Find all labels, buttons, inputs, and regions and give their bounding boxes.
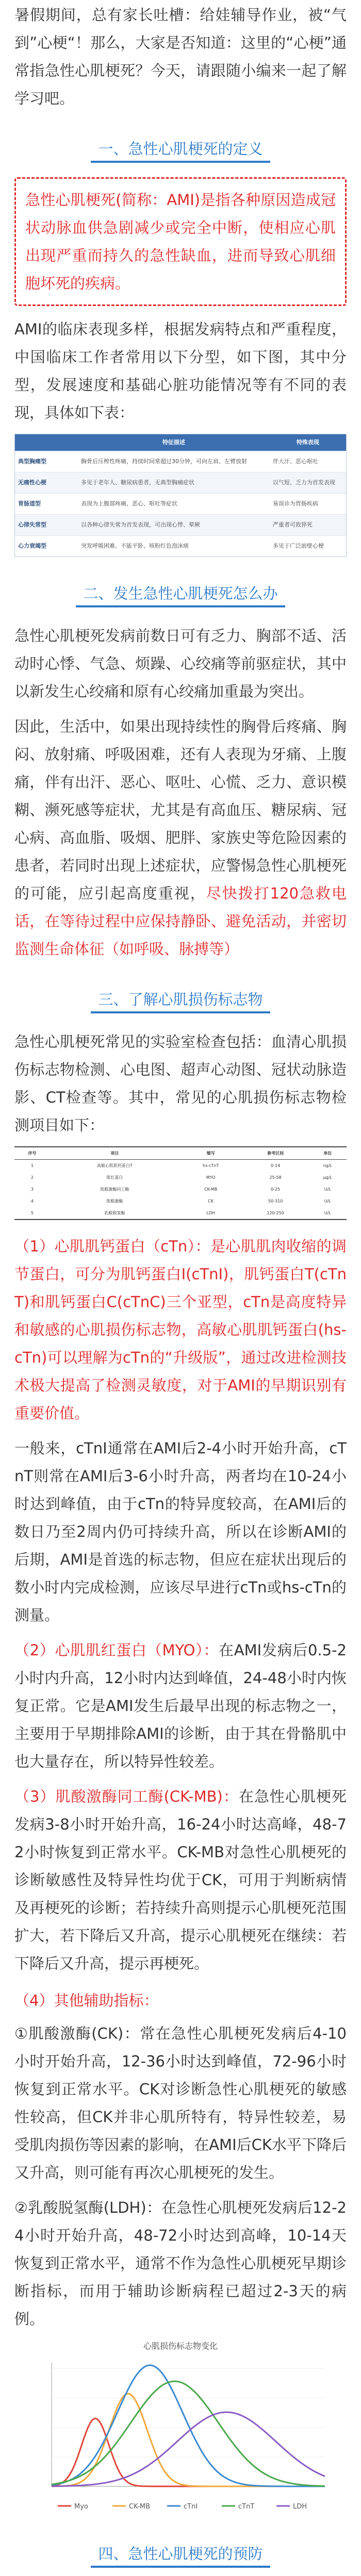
table-cell: 典型胸痛型 [15, 451, 78, 472]
table-cell: U/L [309, 1207, 347, 1219]
table-cell: MYO [206, 1175, 216, 1180]
table-cell: U/L [324, 1199, 331, 1204]
table-cell: 4 [30, 1199, 34, 1204]
table-row [14, 1160, 347, 1172]
table-cell: U/L [324, 1187, 331, 1192]
marker-curve-chart [26, 2352, 335, 2517]
table-cell: 120-250 [242, 1207, 309, 1219]
table-cell: LDH [179, 1207, 242, 1219]
table-cell: 50-310 [268, 1199, 283, 1204]
table-cell: 肌红蛋白 [106, 1175, 123, 1180]
section-2-heading: 二、发生急性心肌梗死怎么办 [14, 580, 347, 607]
table-row [15, 472, 346, 494]
table-header-cell: 序号 [14, 1147, 50, 1160]
table-row [14, 1195, 347, 1207]
section-2-paragraph-2: 因此，生活中，如果出现持续性的胸骨后疼痛、胸闷、放射痛、呼吸困难，还有人表现为牙痛、上腹痛，伴有出汗、恶心、呕吐、心慌、乏力、意识模糊、濒死感等症状，尤其是有高血压、糖尿病、冠心病、高血脂、吸烟、肥胖、家族史等危险因素的患者，若同时出现上述症状，应警惕急性心肌梗死的可能，应引起高度重视，尽快拨打120急救电话，在等待过程中应保持静卧、避免活动，并密切监测生命体征（如呼吸、脉搏等） [14, 718, 347, 958]
other-markers-heading: （4）其他辅助指标： [14, 1992, 159, 2009]
table-cell: 乳酸脱氢酶 [50, 1207, 179, 1219]
section-3-paragraph: 急性心肌梗死常见的实验室检查包括：血清心肌损伤标志物检测、心电图、超声心动图、冠状动脉造影、CT检查等。其中，常见的心肌损伤标志物检测项目如下： [14, 1033, 347, 1134]
section-2-paragraph-1: 急性心肌梗死发病前数日可有乏力、胸部不适、活动时心悸、气急、烦躁、心绞痛等前驱症状，其中以新发生心绞痛和原有心绞痛加重最为突出。 [14, 627, 347, 700]
table-cell: 肌酸激酶同工酶 [100, 1187, 129, 1192]
legend-label: LDH [293, 2503, 307, 2511]
table-row [15, 515, 346, 536]
table-row [15, 494, 346, 515]
table-row [15, 536, 346, 557]
table-cell: 肌酸激酶 [106, 1199, 123, 1204]
table-row [14, 1183, 347, 1195]
table-header-cell: 特殊表现 [270, 434, 346, 451]
table-row [15, 451, 346, 472]
table-cell: 心律失常型 [15, 515, 78, 536]
table-row [14, 1207, 347, 1219]
intro-paragraph: 暑假期间，总有家长吐槽：给娃辅导作业，被“气到”心梗“！那么，大家是否知道：这里的“心梗”通常指急性心肌梗死？今天，请跟随小编来一起了解学习吧。 [14, 6, 347, 107]
table-cell: 突发呼吸困难、不能平卧、咳粉红色泡沫痰 [78, 536, 270, 557]
section-3-heading: 三、了解心肌损伤标志物 [14, 986, 347, 1013]
ctn-paragraph: （1）心肌肌钙蛋白（cTn）：是心肌肌肉收缩的调节蛋白，可分为肌钙蛋白I(cTnI)，肌钙蛋白T(cTnT)和肌钙蛋白C(cTnC)三个亚型，cTn是高度特异和敏感的心肌损伤标志物，高敏心肌肌钙蛋白(hs-cTn)可以理解为cTn的“升级版”，通过改进检测技术极大提高了检测灵敏度，对于AMI的早期识别有重要价值。 [14, 1238, 347, 1422]
table-cell: 心力衰竭型 [15, 536, 78, 557]
table-header-cell: 特征描述 [78, 434, 270, 451]
table-cell: CK-MB [204, 1187, 218, 1192]
table-cell: 25-58 [269, 1175, 282, 1180]
table-cell: CK [208, 1199, 214, 1204]
table-cell: 多见于广泛前壁心梗 [270, 536, 346, 557]
table-cell: 高敏心肌肌钙蛋白T [96, 1163, 133, 1168]
table-cell: 胸骨后压榨性疼痛，持续时间常超过30分钟，可向左肩、左臂放射 [78, 451, 270, 472]
table-header-cell: 项目 [50, 1147, 179, 1160]
series-line-CK-MB [52, 2394, 325, 2486]
table-cell: 无痛性心梗 [15, 472, 78, 494]
ctn-timing-paragraph: 一般来，cTnI通常在AMI后2-4小时开始升高，cTnT则常在AMI后3-6小时升高，两者均在10-24小时达到峰值，由于cTn的特异度较高，在AMI后的数日乃至2周内仍可持续升高，所以在诊断AMI的后期，AMI是首选的标志物，但应在症状出现后的数小时内完成检测，应该尽早进行cTn或hs-cTn的测量。 [14, 1439, 347, 1624]
emergency-advice: 尽快拨打120急救电话，在等待过程中应保持静卧、避免活动，并密切监测生命体征（如呼吸、脉搏等） [14, 885, 347, 958]
table-cell: 伴大汗、恶心呕吐 [270, 451, 346, 472]
table-header-cell: 参考区间 [242, 1147, 309, 1160]
ck-paragraph: ①肌酸激酶(CK)：常在急性心肌梗死发病后4-10小时开始升高，12-36小时达到峰值，72-96小时恢复到正常水平。CK对诊断急性心肌梗死的敏感性较高，但CK并非心肌所特有，特异性较差，易受肌肉损伤等因素的影响，在AMI后CK水平下降后又升高，则可能有再次心肌梗死的发生。 [14, 2025, 347, 2181]
definition-box: 急性心肌梗死(简称：AMI)是指各种原因造成冠状动脉血供急剧减少或完全中断，使相应心肌出现严重而持久的急性缺血，进而导致心肌细胞坏死的疾病。 [14, 177, 347, 306]
table-cell: 易误诊为胃肠疾病 [270, 494, 346, 515]
section-1-heading: 一、急性心肌梗死的定义 [14, 135, 347, 163]
table-cell: ng/L [323, 1163, 332, 1168]
classification-table [14, 434, 347, 557]
table-cell: 以气短、乏力为首发表现 [270, 472, 346, 494]
table-cell: 表现为上腹部疼痛、恶心、呕吐等症状 [78, 494, 270, 515]
legend-label: CK-MB [129, 2503, 151, 2511]
ckmb-paragraph: （3）肌酸激酶同工酶(CK-MB)：在急性心肌梗死发病3-8小时开始升高，16-24小时达高峰，48-72小时恢复到正常水平。CK-MB对急性心肌梗死的诊断敏感性及特异性均优于CK，可用于判断病情及再梗死的诊断；若持续升高则提示心肌梗死范围扩大，若下降后又升高，提示心肌梗死在继续：若下降后又升高，提示再梗死。 [14, 1788, 347, 1972]
legend-label: cTnT [238, 2503, 255, 2511]
table-cell: hs-cTnT [203, 1163, 219, 1168]
table-cell: 3 [30, 1187, 34, 1192]
myo-paragraph: （2）心肌肌红蛋白（MYO）：在AMI发病后0.5-2小时内升高，12小时内达到峰值，24-48小时内恢复正常。它是AMI发生后最早出现的标志物之一，主要用于早期排除AMI的诊断，由于其在骨骼肌中也大量存在，所以特异性较差。 [14, 1641, 347, 1770]
marker-reference-table [14, 1146, 347, 1220]
table-header-cell: 缩写 [179, 1147, 242, 1160]
table-cell: 1 [30, 1163, 34, 1168]
table-cell: μg/L [323, 1175, 332, 1180]
table-cell: 多见于老年人、糖尿病患者，无典型胸痛症状 [78, 472, 270, 494]
table-header-cell [15, 434, 78, 451]
table-cell: 严重者可致猝死 [270, 515, 346, 536]
table-header-cell: 单位 [309, 1147, 347, 1160]
series-line-Myo [52, 2418, 325, 2486]
table-cell: 胃肠道型 [15, 494, 78, 515]
table-cell: 以各种心律失常为首发表现，可出现心悸、晕厥 [78, 515, 270, 536]
chart-title: 心肌损伤标志物变化 [143, 2341, 218, 2351]
table-cell: 2 [30, 1175, 34, 1180]
ldh-paragraph: ②乳酸脱氢酶(LDH)：在急性心肌梗死发病后12-24小时开始升高，48-72小时达到高峰，10-14天恢复到正常水平，通常不作为急性心肌梗死早期诊断指标，而用于辅助诊断病程已超过2-3天的病例。 [14, 2199, 347, 2328]
legend-label: Myo [74, 2503, 88, 2511]
section-4-heading: 四、急性心肌梗死的预防 [14, 2540, 347, 2568]
table-row [14, 1172, 347, 1183]
legend-label: cTnI [184, 2503, 198, 2511]
table-cell: 5 [14, 1207, 50, 1219]
table-cell: 0-25 [271, 1187, 281, 1192]
section-1-paragraph: AMI的临床表现多样，根据发病特点和严重程度，中国临床工作者常用以下分型，如下图，其中分型，发展速度和基础心脏功能情况等有不同的表现，具体如下表： [14, 320, 347, 421]
table-cell: 0-14 [271, 1163, 281, 1168]
